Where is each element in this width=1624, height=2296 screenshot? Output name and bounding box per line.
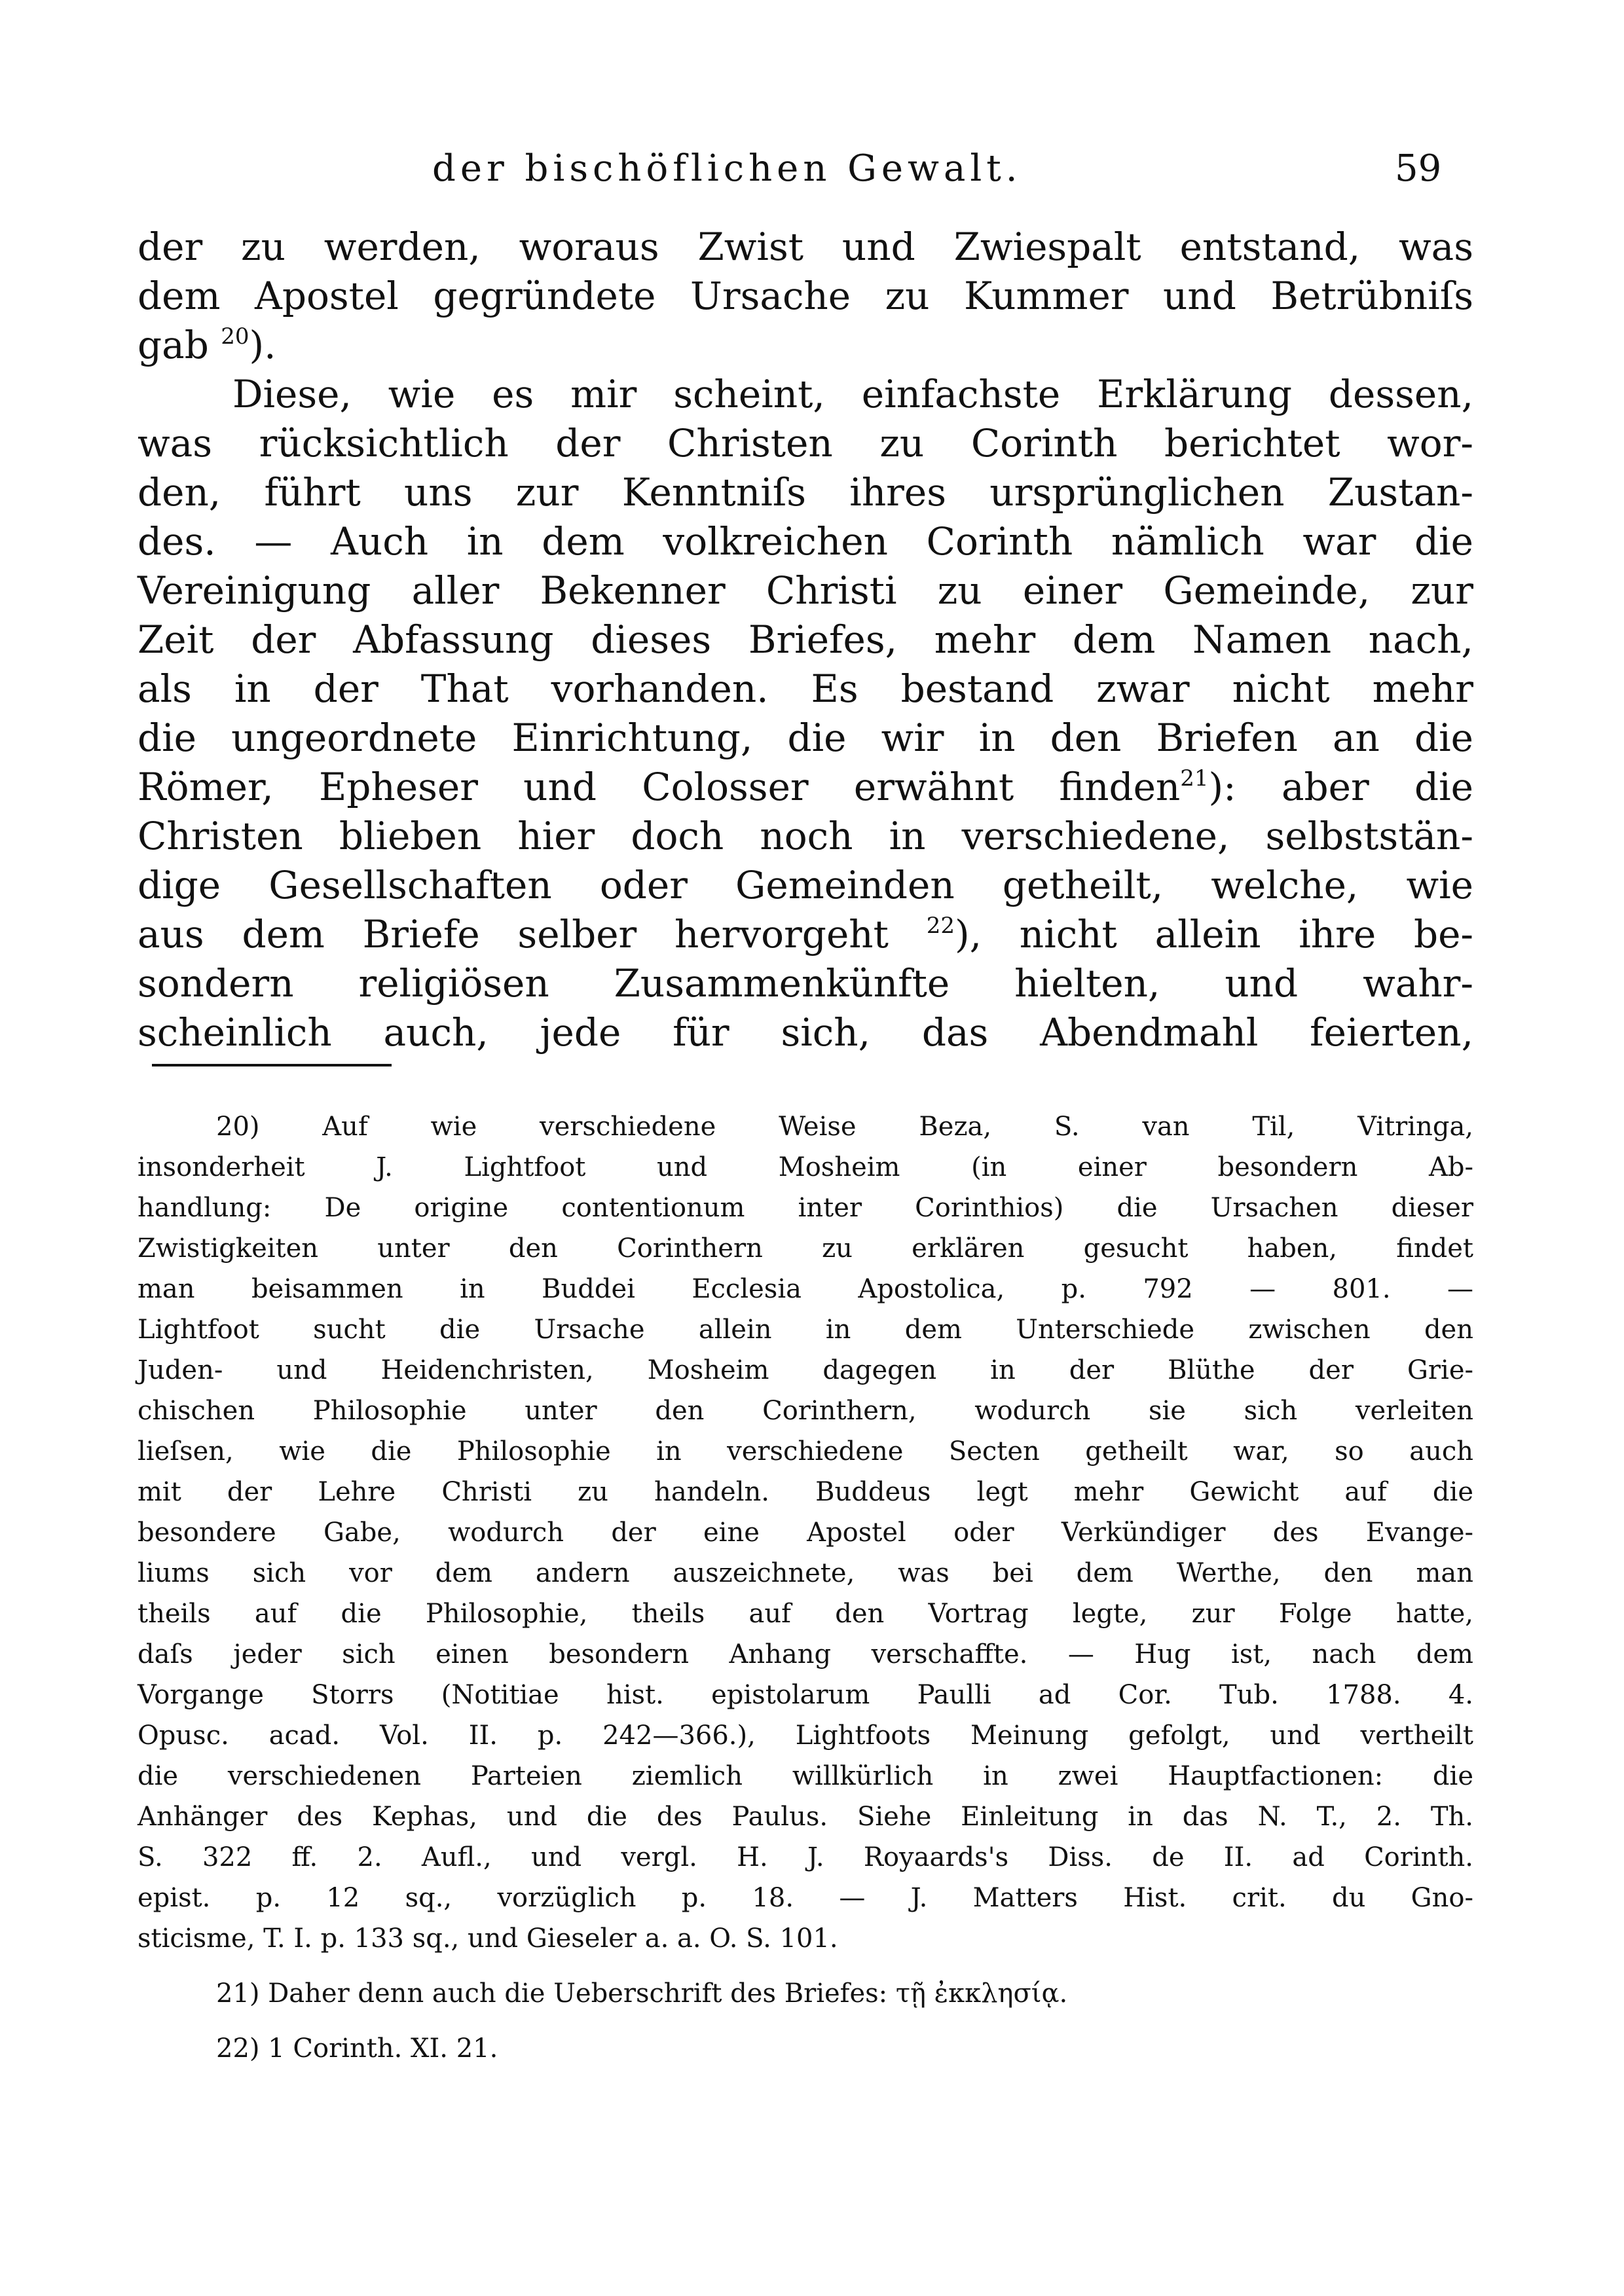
footnote-20-line: handlung: De origine contentionum inter Corinthios) die Ursachen dieser (138, 1193, 1473, 1223)
footnote-20-line: Opusc. acad. Vol. II. p. 242—366.), Lightfoots Meinung gefolgt, und vertheilt (138, 1721, 1473, 1751)
footnote-20-line: chischen Philosophie unter den Corinthern, wodurch sie sich verleiten (138, 1396, 1473, 1426)
text-line: was rücksichtlich der Christen zu Corinth berichtet wor- (138, 421, 1473, 465)
text-line: Christen blieben hier doch noch in verschiedene, selbststän- (138, 814, 1473, 858)
footnote-separator (152, 1064, 392, 1066)
footnote-ref[interactable]: 21 (1180, 765, 1209, 792)
running-head: der bischöflichen Gewalt. (432, 147, 1022, 190)
footnote-20-line: Zwistigkeiten unter den Corinthern zu erklären gesucht haben, findet (138, 1233, 1473, 1264)
text-line: des. — Auch in dem volkreichen Corinth nämlich war die (138, 519, 1473, 564)
text-line: dige Gesellschaften oder Gemeinden getheilt, welche, wie (138, 863, 1473, 907)
footnote-20-line: theils auf die Philosophie, theils auf den Vortrag legte, zur Folge hatte, (138, 1599, 1473, 1629)
text-line: der zu werden, woraus Zwist und Zwiespalt entstand, was (138, 225, 1473, 269)
footnote-20-line: Juden- und Heidenchristen, Mosheim dagegen in der Blüthe der Grie- (138, 1355, 1473, 1385)
text-line: den, führt uns zur Kenntniſs ihres ursprünglichen Zustan- (138, 470, 1473, 515)
text-line: dem Apostel gegründete Ursache zu Kummer und Betrübniſs (138, 274, 1473, 318)
footnote-20-line: man beisammen in Buddei Ecclesia Apostolica, p. 792 — 801. — (138, 1274, 1473, 1304)
text-line: scheinlich auch, jede für sich, das Abendmahl feierten, (138, 1010, 1473, 1055)
text-line: als in der That vorhanden. Es bestand zwar nicht mehr (138, 666, 1473, 711)
footnote-21: 21) Daher denn auch die Ueberschrift des Briefes: τῇ ἐκκλησίᾳ. (216, 1978, 1068, 2009)
footnote-22: 22) 1 Corinth. XI. 21. (216, 2033, 498, 2064)
footnote-20-line: Lightfoot sucht die Ursache allein in dem Unterschiede zwischen den (138, 1315, 1473, 1345)
footnote-ref[interactable]: 22 (926, 913, 955, 939)
text-line: die ungeordnete Einrichtung, die wir in den Briefen an die (138, 716, 1473, 760)
footnote-20-line: Anhänger des Kephas, und die des Paulus. Siehe Einleitung in das N. T., 2. Th. (138, 1802, 1473, 1832)
footnote-ref[interactable]: 20 (221, 323, 249, 350)
footnote-20-line: insonderheit J. Lightfoot und Mosheim (in einer besondern Ab- (138, 1152, 1473, 1182)
footnote-20-line: daſs jeder sich einen besondern Anhang verschaffte. — Hug ist, nach dem (138, 1639, 1473, 1669)
footnote-20-line: 20) Auf wie verschiedene Weise Beza, S. van Til, Vitringa, (216, 1112, 1473, 1142)
text-line: Zeit der Abfassung dieses Briefes, mehr dem Namen nach, (138, 617, 1473, 662)
footnote-20-line: S. 322 ff. 2. Aufl., und vergl. H. J. Royaards's Diss. de II. ad Corinth. (138, 1842, 1473, 1872)
page-number: 59 (1395, 147, 1442, 190)
main-text (138, 223, 1473, 1057)
footnote-20-line: Vorgange Storrs (Notitiae hist. epistolarum Paulli ad Cor. Tub. 1788. 4. (138, 1680, 1473, 1710)
footnote-20-line: sticisme, T. I. p. 133 sq., und Gieseler a. a. O. S. 101. (138, 1923, 838, 1954)
text-line: Vereinigung aller Bekenner Christi zu einer Gemeinde, zur (138, 568, 1473, 613)
text-line: gab $^{20}$). (138, 323, 276, 367)
footnote-20-line: mit der Lehre Christi zu handeln. Buddeus legt mehr Gewicht auf die (138, 1477, 1473, 1507)
text-line: Diese, wie es mir scheint, einfachste Erklärung dessen, (232, 372, 1473, 416)
footnote-20-line: epist. p. 12 sq., vorzüglich p. 18. — J. Matters Hist. crit. du Gno- (138, 1883, 1473, 1913)
footnote-20-line: besondere Gabe, wodurch der eine Apostel oder Verkündiger des Evange- (138, 1518, 1473, 1548)
text-line: Römer, Epheser und Colosser erwähnt finden$^{21}$): aber die (138, 765, 1473, 809)
text-line: aus dem Briefe selber hervorgeht $^{22}$), nicht allein ihre be- (138, 912, 1474, 957)
page-header (0, 147, 1624, 206)
footnote-20-line: lieſsen, wie die Philosophie in verschiedene Secten getheilt war, so auch (138, 1436, 1473, 1467)
footnotes (138, 1106, 1473, 2069)
footnote-20-line: die verschiedenen Parteien ziemlich willkürlich in zwei Hauptfactionen: die (138, 1761, 1473, 1791)
footnote-20-line: liums sich vor dem andern auszeichnete, was bei dem Werthe, den man (138, 1558, 1473, 1588)
text-line: sondern religiösen Zusammenkünfte hielten, und wahr- (138, 961, 1473, 1006)
